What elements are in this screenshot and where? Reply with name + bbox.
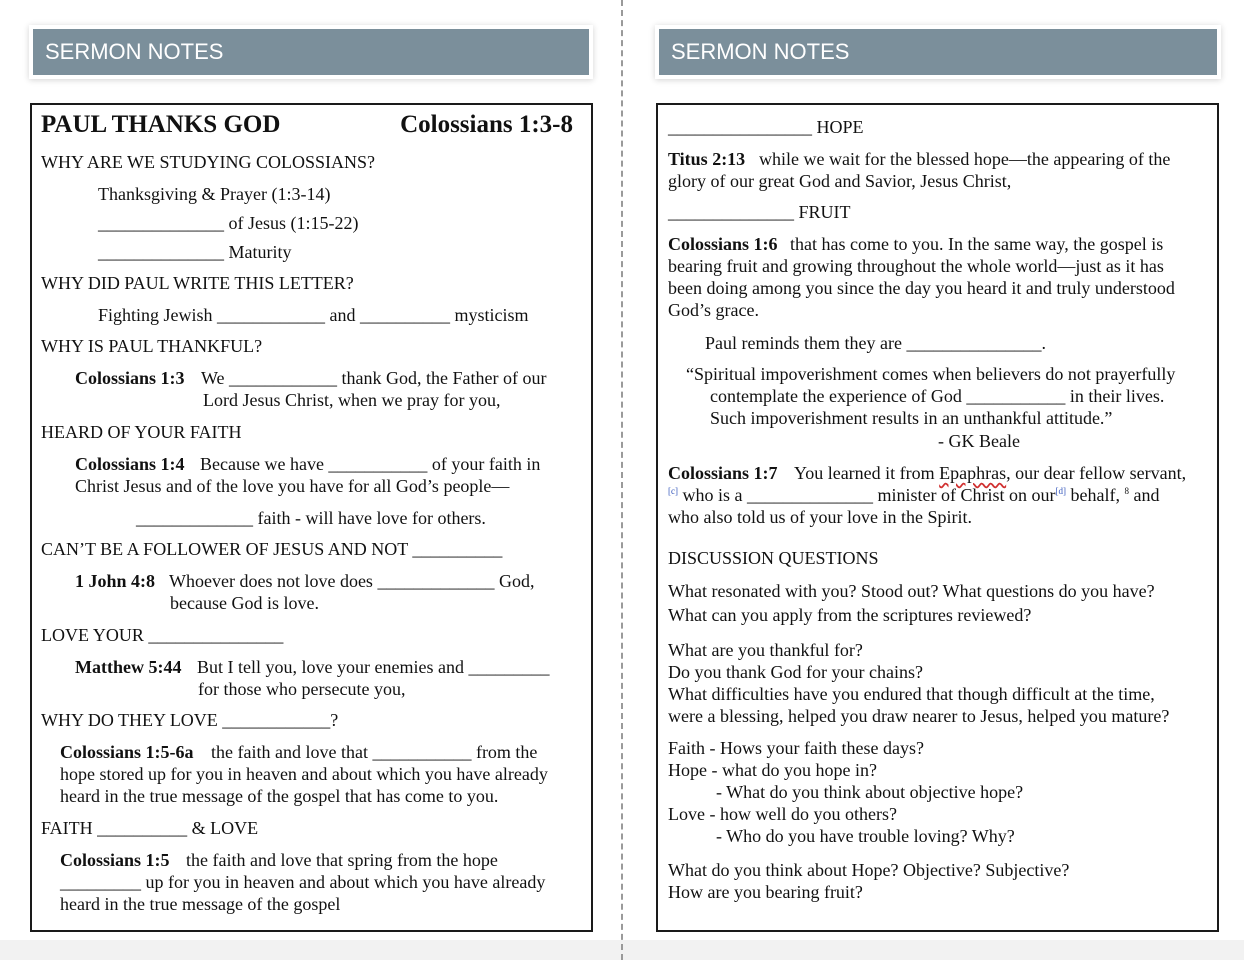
question-bearing-fruit: How are you bearing fruit? — [668, 882, 863, 902]
verse-text-col-1-6-line4: God’s grace. — [668, 300, 759, 320]
verse-ref-titus-2-13: Titus 2:13 — [668, 149, 746, 169]
fruit-blank: ______________ FRUIT — [668, 202, 851, 222]
study-item-thanksgiving: Thanksgiving & Prayer (1:3-14) — [98, 184, 331, 204]
quote-line3: Such impoverishment results in an unthankful attitude.” — [710, 408, 1113, 428]
verse-text-col-1-4-line2: Christ Jesus and of the love you have for all God’s people— — [75, 476, 510, 496]
verse-text-col-1-7-line3: who also told us of your love in the Spirit. — [668, 507, 972, 527]
question-trouble-loving: - Who do you have trouble loving? Why? — [716, 826, 1015, 846]
verse-ref-matthew-5-44: Matthew 5:44 — [75, 657, 182, 677]
verse-text-col-1-3-line1: We ____________ thank God, the Father of our — [201, 368, 547, 388]
question-think-hope: What do you think about Hope? Objective? Subjective? — [668, 860, 1070, 880]
left-notes-panel — [30, 103, 593, 932]
right-notes-panel — [656, 103, 1219, 932]
faith-line: _____________ faith - will have love for others. — [136, 508, 486, 528]
verse-ref-col-1-5: Colossians 1:5 — [60, 850, 170, 870]
heading-discussion: DISCUSSION QUESTIONS — [668, 548, 879, 568]
heading-why-write: WHY DID PAUL WRITE THIS LETTER? — [41, 273, 354, 293]
verse-text-col-1-4-line1: Because we have ___________ of your faith in — [200, 454, 541, 474]
verse-text-col-1-7-line2 — [668, 484, 1159, 506]
verse-text-1-john-line1: Whoever does not love does _____________ God, — [169, 571, 535, 591]
paul-reminds-line: Paul reminds them they are _______________. — [705, 333, 1046, 353]
banner-right: SERMON NOTES — [659, 29, 1217, 75]
verse-ref-col-1-3: Colossians 1:3 — [75, 368, 185, 388]
verse-text-matthew-line2: for those who persecute you, — [198, 679, 406, 699]
verse-text-col-1-6-line2: bearing fruit and growing throughout the whole world—just as it has — [668, 256, 1164, 276]
verse-ref-col-1-4: Colossians 1:4 — [75, 454, 185, 474]
heading-why-studying: WHY ARE WE STUDYING COLOSSIANS? — [41, 152, 375, 172]
quote-line2: contemplate the experience of God ___________ in their lives. — [710, 386, 1165, 406]
col-1-7-post: , our dear fellow servant, — [1006, 463, 1187, 483]
question-resonated: What resonated with you? Stood out? What questions do you have? — [668, 581, 1155, 601]
verse-number-8: 8 — [1124, 486, 1129, 496]
heading-why-thankful: WHY IS PAUL THANKFUL? — [41, 336, 263, 356]
verse-ref-col-1-5-6a: Colossians 1:5-6a — [60, 742, 194, 762]
title-reference: Colossians 1:3-8 — [400, 111, 573, 138]
heading-love-your: LOVE YOUR _______________ — [41, 625, 284, 645]
question-hope: Hope - what do you hope in? — [668, 760, 877, 780]
question-love: Love - how well do you others? — [668, 804, 897, 824]
quote-line1: “Spiritual impoverishment comes when believers do not prayerfully — [686, 364, 1176, 384]
verse-ref-col-1-6: Colossians 1:6 — [668, 234, 778, 254]
heading-why-they-love: WHY DO THEY LOVE ____________? — [41, 710, 339, 730]
verse-text-matthew-line1: But I tell you, love your enemies and _________ — [197, 657, 550, 677]
verse-text-col-1-5-line3: heard in the true message of the gospel — [60, 894, 341, 914]
col-1-7-pre: You learned it from — [794, 463, 940, 483]
col-1-7-line2-a: who is a ______________ minister of Christ on our — [678, 485, 1056, 505]
page-divider — [621, 0, 623, 960]
heading-faith-love: FAITH __________ & LOVE — [41, 818, 259, 838]
study-item-jesus: ______________ of Jesus (1:15-22) — [98, 213, 359, 233]
banner-left: SERMON NOTES — [33, 29, 589, 75]
verse-text-titus-line1: while we wait for the blessed hope—the appearing of the — [759, 149, 1171, 169]
verse-text-col-1-5-line1: the faith and love that spring from the hope — [186, 850, 498, 870]
verse-text-col-1-5-line2: _________ up for you in heaven and about which you have already — [60, 872, 546, 892]
verse-text-col-1-5-6a-line1: the faith and love that ___________ from the — [211, 742, 538, 762]
verse-text-col-1-7-line1 — [794, 462, 1186, 484]
quote-author: - GK Beale — [938, 431, 1020, 451]
heading-heard-faith: HEARD OF YOUR FAITH — [41, 422, 242, 442]
question-objective-hope: - What do you think about objective hope? — [716, 782, 1024, 802]
write-item-fighting: Fighting Jewish ____________ and __________ mysticism — [98, 305, 529, 325]
col-1-7-line2-b: behalf, — [1065, 485, 1125, 505]
verse-text-col-1-5-6a-line3: heard in the true message of the gospel that has come to you. — [60, 786, 499, 806]
verse-ref-col-1-7: Colossians 1:7 — [668, 463, 778, 483]
question-difficulties: What difficulties have you endured that though difficult at the time, — [668, 684, 1155, 704]
verse-text-col-1-3-line2: Lord Jesus Christ, when we pray for you, — [203, 390, 501, 410]
study-item-maturity: ______________ Maturity — [98, 242, 292, 262]
verse-text-col-1-5-6a-line2: hope stored up for you in heaven and about which you have already — [60, 764, 548, 784]
footnote-c-link[interactable]: [c] — [668, 486, 678, 496]
hope-blank: ________________ HOPE — [668, 117, 864, 137]
heading-follower: CAN’T BE A FOLLOWER OF JESUS AND NOT __________ — [41, 539, 503, 559]
question-faith: Faith - Hows your faith these days? — [668, 738, 924, 758]
verse-text-titus-line2: glory of our great God and Savior, Jesus Christ, — [668, 171, 1012, 191]
question-thankful: What are you thankful for? — [668, 640, 863, 660]
footnote-d-link[interactable]: [d] — [1055, 486, 1066, 496]
col-1-7-line2-c: and — [1128, 485, 1160, 505]
question-chains: Do you thank God for your chains? — [668, 662, 923, 682]
question-apply: What can you apply from the scriptures reviewed? — [668, 605, 1032, 625]
verse-text-1-john-line2: because God is love. — [170, 593, 319, 613]
epaphras-name: Epaphras — [939, 463, 1007, 483]
question-blessing: were a blessing, helped you draw nearer to Jesus, helped you mature? — [668, 706, 1170, 726]
verse-ref-1-john-4-8: 1 John 4:8 — [75, 571, 156, 591]
verse-text-col-1-6-line1: that has come to you. In the same way, the gospel is — [790, 234, 1164, 254]
verse-text-col-1-6-line3: been doing among you since the day you heard it and truly understood — [668, 278, 1175, 298]
page-title: PAUL THANKS GOD — [41, 111, 281, 138]
